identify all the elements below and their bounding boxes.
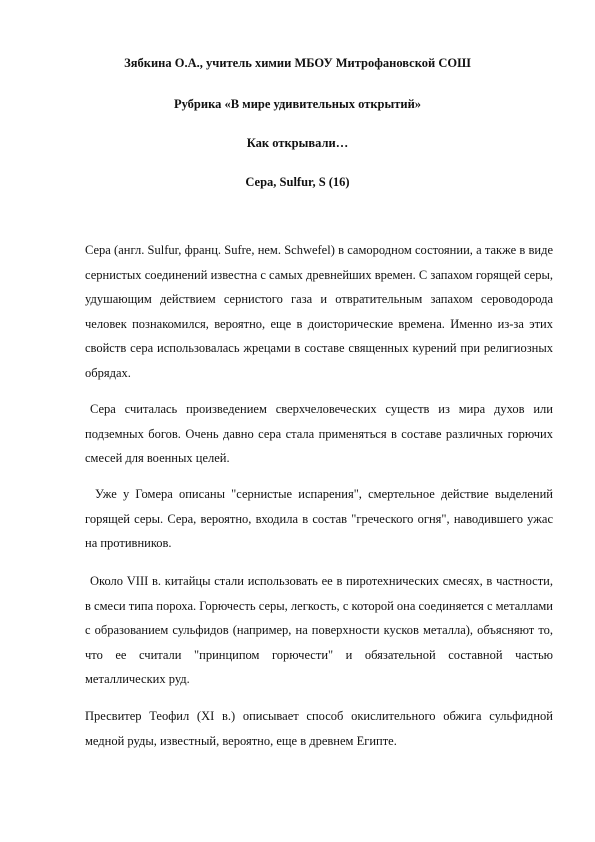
paragraph-2: Сера считалась произведением сверхчеловеческих существ из мира духов или подземных богов. Очень давно сера стала применяться в составе различных горючих смесей для военных целей. — [85, 402, 553, 465]
paragraph-4: Около VIII в. китайцы стали использовать ее в пиротехнических смесях, в частности, в смеси типа пороха. Горючесть серы, легкость, с которой она соединяется с металлами с образованием сульфидов (например, на поверхности кусков металла), объясняют то, что ее считали "принципом горючести" и обязательной составной частью металлических руд. — [85, 574, 553, 686]
document-title: Сера, Sulfur, S (16) — [245, 175, 350, 189]
paragraph-3: Уже у Гомера описаны "сернистые испарения", смертельное действие выделений горящей серы. Сера, вероятно, входила в состав "греческого огня", наводившего ужас на противников. — [85, 487, 553, 550]
rubric-line: Рубрика «В мире удивительных открытий» — [173, 97, 422, 111]
paragraph-1: Сера (англ. Sulfur, франц. Sufre, нем. Schwefel) в самородном состоянии, а также в виде сернистых соединений известна с самых древнейших времен. С запахом горящей серы, удушающим действием сернистого газа и отвратительным запахом сероводорода человек познакомился, вероятно, еще в доисторические времена. Именно из-за этих свойств сера использовалась жрецами в составе священных курений при религиозных обрядах. — [85, 243, 553, 380]
author-line: Зябкина О.А., учитель химии МБОУ Митрофановской СОШ — [124, 56, 471, 70]
series-line: Как открывали… — [246, 136, 349, 150]
paragraph-5: Пресвитер Теофил (XI в.) описывает способ окислительного обжига сульфидной медной руды, известный, вероятно, еще в древнем Египте. — [85, 709, 553, 748]
